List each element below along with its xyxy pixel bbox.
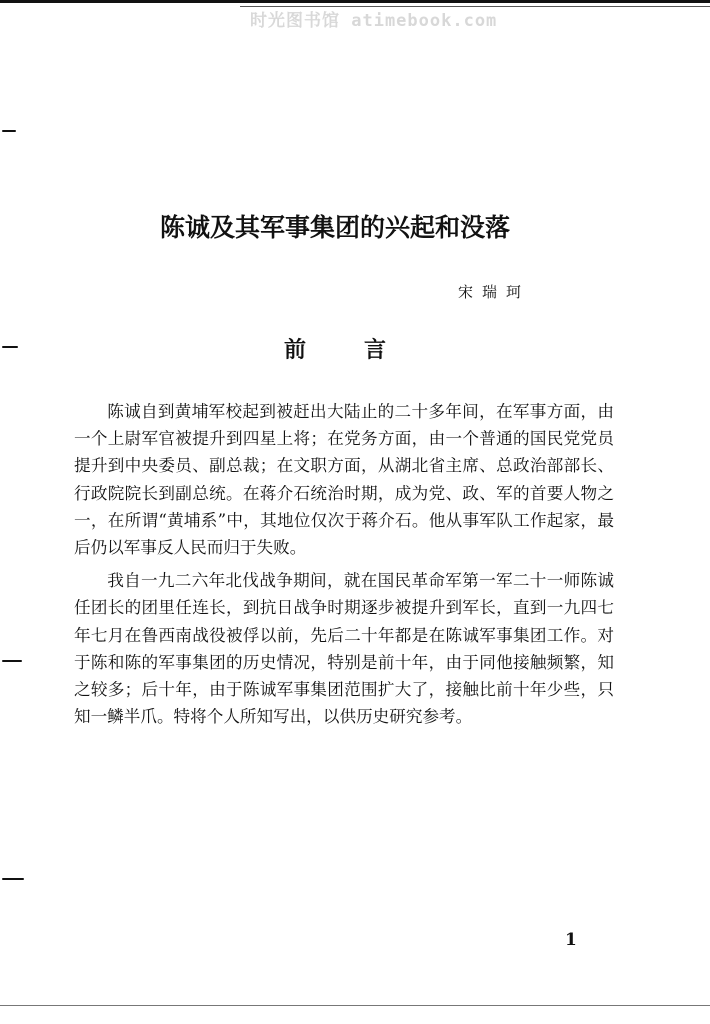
binding-mark xyxy=(2,130,16,132)
page-number: 1 xyxy=(565,930,577,950)
binding-mark xyxy=(2,660,22,662)
top-border-line xyxy=(0,0,710,3)
section-heading-char: 言 xyxy=(364,337,387,363)
chapter-title: 陈诚及其军事集团的兴起和没落 xyxy=(160,213,511,242)
body-text xyxy=(74,398,614,736)
binding-mark xyxy=(2,878,24,880)
paragraph: 我自一九二六年北伐战争期间，就在国民革命军第一军二十一师陈诚任团长的团里任连长，到抗日战争时期逐步被提升到军长，直到一九四七年七月在鲁西南战役被俘以前，先后二十年都是在陈诚军事集团工作。对于陈和陈的军事集团的历史情况，特别是前十年，由于同他接触频繁，知之较多；后十年，由于陈诚军事集团范围扩大了，接触比前十年少些，只知一鳞半爪。特将个人所知写出，以供历史研究参考。 xyxy=(74,571,614,727)
section-heading-char: 前 xyxy=(284,337,307,363)
binding-mark xyxy=(2,346,18,348)
section-heading xyxy=(284,333,386,364)
paragraph: 陈诚自到黄埔军校起到被赶出大陆止的二十多年间，在军事方面，由一个上尉军官被提升到四星上将；在党务方面，由一个普通的国民党党员提升到中央委员、副总裁；在文职方面，从湖北省主席、总政治部部长、行政院院长到副总统。在蒋介石统治时期，成为党、政、军的首要人物之一，在所谓“黄埔系”中，其地位仅次于蒋介石。他从事军队工作起家，最后仍以军事反人民而归于失败。 xyxy=(74,402,614,558)
bottom-border-line xyxy=(0,1005,710,1006)
author-name: 宋瑞珂 xyxy=(458,283,531,301)
site-watermark: 时光图书馆 atimebook.com xyxy=(250,11,498,31)
